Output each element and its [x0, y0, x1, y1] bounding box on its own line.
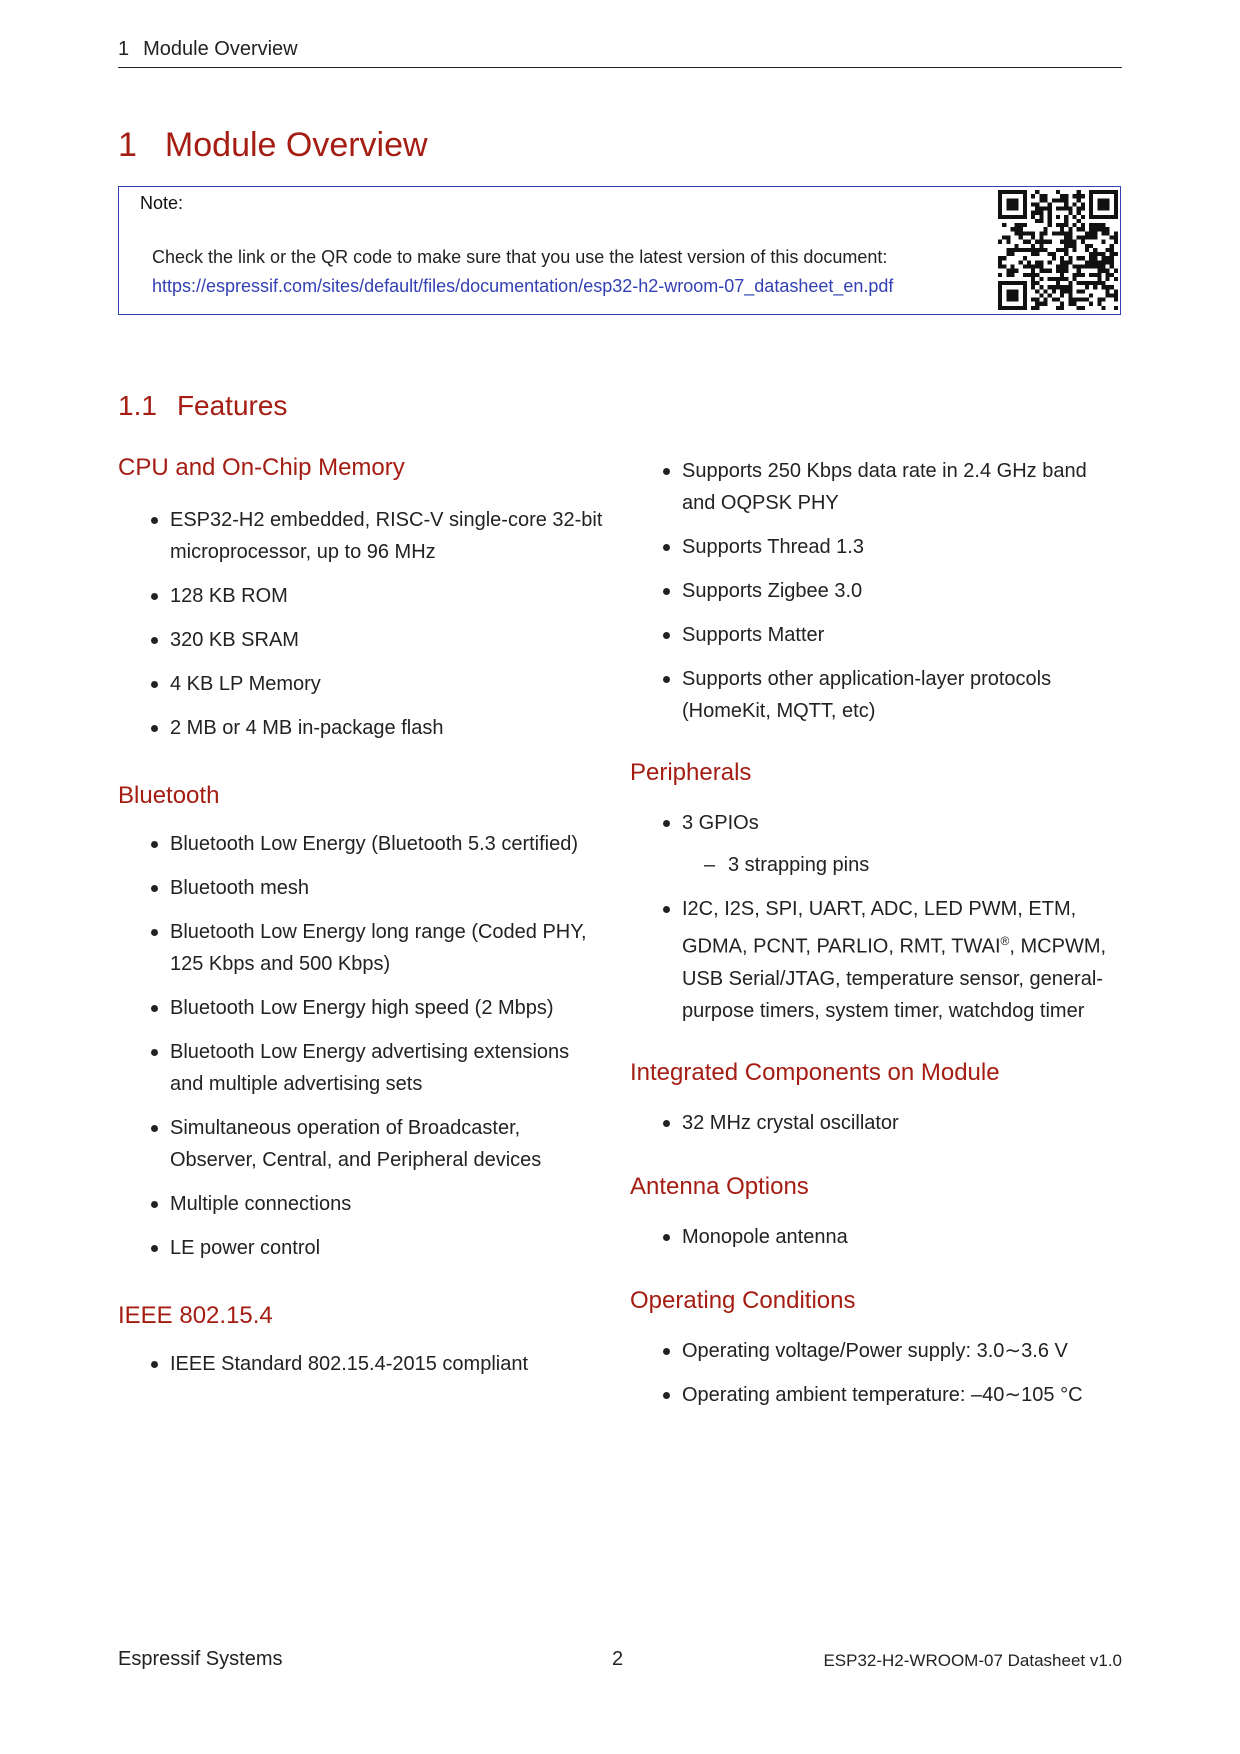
antenna-options-list	[630, 1221, 1122, 1253]
list-item	[630, 893, 1122, 1027]
list-item: Supports Matter	[630, 619, 1122, 651]
qr-code-icon	[998, 190, 1118, 310]
cpu-memory-heading: CPU and On-Chip Memory	[118, 454, 405, 481]
features-left-column	[118, 452, 608, 1380]
note-box	[118, 186, 1121, 315]
footer-page-number: 2	[612, 1648, 624, 1670]
note-text: Check the link or the QR code to make sure that you use the latest version of this document:	[152, 247, 888, 267]
features-title	[118, 390, 287, 422]
peripheral-interfaces-a: I2C, I2S, SPI, UART, ADC, LED PWM, ETM, GDMA, PCNT, PARLIO, RMT, TWAI	[682, 898, 1077, 958]
operating-conditions-heading: Operating Conditions	[630, 1286, 856, 1314]
list-item: IEEE Standard 802.15.4-2015 compliant	[118, 1348, 608, 1380]
list-item: Supports other application-layer protocols (HomeKit, MQTT, etc)	[630, 663, 1122, 727]
list-item: Bluetooth Low Energy (Bluetooth 5.3 certified)	[118, 828, 608, 860]
footer-company: Espressif Systems	[118, 1648, 283, 1670]
list-item	[630, 807, 1122, 881]
list-item: 2 MB or 4 MB in-package flash	[118, 712, 608, 744]
peripherals-heading: Peripherals	[630, 759, 752, 786]
integrated-components-heading: Integrated Components on Module	[630, 1058, 1000, 1086]
peripheral-interfaces-b: , MCPWM, USB Serial/JTAG, temperature sensor, general-purpose timers, system timer, watchdog timer	[682, 935, 1107, 1022]
datasheet-link[interactable]: https://espressif.com/sites/default/files/documentation/esp32-h2-wroom-07_datasheet_en.pdf	[152, 276, 894, 296]
sub-list-item: – 3 strapping pins	[682, 849, 1122, 881]
list-item: Simultaneous operation of Broadcaster, Observer, Central, and Peripheral devices	[118, 1112, 608, 1176]
list-item: Multiple connections	[118, 1188, 608, 1220]
features-right-column	[630, 455, 1122, 1411]
section-title	[118, 126, 428, 165]
section-number: 1	[118, 126, 137, 164]
ieee-heading: IEEE 802.15.4	[118, 1302, 273, 1329]
running-header	[118, 38, 1122, 68]
ieee-list	[118, 1348, 608, 1380]
list-item: Bluetooth Low Energy advertising extensions and multiple advertising sets	[118, 1036, 608, 1100]
list-item: Supports Thread 1.3	[630, 531, 1122, 563]
integrated-components-list	[630, 1107, 1122, 1139]
list-item: 4 KB LP Memory	[118, 668, 608, 700]
list-item: 320 KB SRAM	[118, 624, 608, 656]
registered-mark: ®	[1000, 934, 1010, 948]
list-item: Bluetooth Low Energy long range (Coded PHY, 125 Kbps and 500 Kbps)	[118, 916, 608, 980]
list-item: Bluetooth mesh	[118, 872, 608, 904]
gpio-count: 3 GPIOs	[682, 812, 759, 834]
header-section-number: 1	[118, 38, 130, 60]
note-label: Note:	[140, 193, 184, 213]
cpu-memory-list	[118, 504, 608, 744]
list-item: Supports 250 Kbps data rate in 2.4 GHz band and OQPSK PHY	[630, 455, 1122, 519]
section-title-text: Module Overview	[164, 126, 428, 164]
ieee-continued-list	[630, 455, 1122, 727]
list-item: Operating voltage/Power supply: 3.0∼3.6 V	[630, 1335, 1122, 1367]
list-item: Monopole antenna	[630, 1221, 1122, 1253]
bluetooth-heading: Bluetooth	[118, 782, 220, 809]
peripherals-list	[630, 807, 1122, 1027]
features-number: 1.1	[118, 390, 157, 421]
features-title-text: Features	[176, 390, 288, 421]
header-section-title: Module Overview	[143, 38, 298, 60]
list-item: Supports Zigbee 3.0	[630, 575, 1122, 607]
list-item: LE power control	[118, 1232, 608, 1264]
list-item: Operating ambient temperature: –40∼105 °C	[630, 1379, 1122, 1411]
bluetooth-list	[118, 828, 608, 1264]
list-item: 128 KB ROM	[118, 580, 608, 612]
footer-document-title: ESP32-H2-WROOM-07 Datasheet v1.0	[823, 1651, 1122, 1670]
antenna-options-heading: Antenna Options	[630, 1172, 809, 1200]
list-item: Bluetooth Low Energy high speed (2 Mbps)	[118, 992, 608, 1024]
gpio-sublist	[682, 849, 1122, 881]
operating-conditions-list	[630, 1335, 1122, 1411]
list-item: ESP32-H2 embedded, RISC-V single-core 32-bit microprocessor, up to 96 MHz	[118, 504, 608, 568]
list-item: 32 MHz crystal oscillator	[630, 1107, 1122, 1139]
